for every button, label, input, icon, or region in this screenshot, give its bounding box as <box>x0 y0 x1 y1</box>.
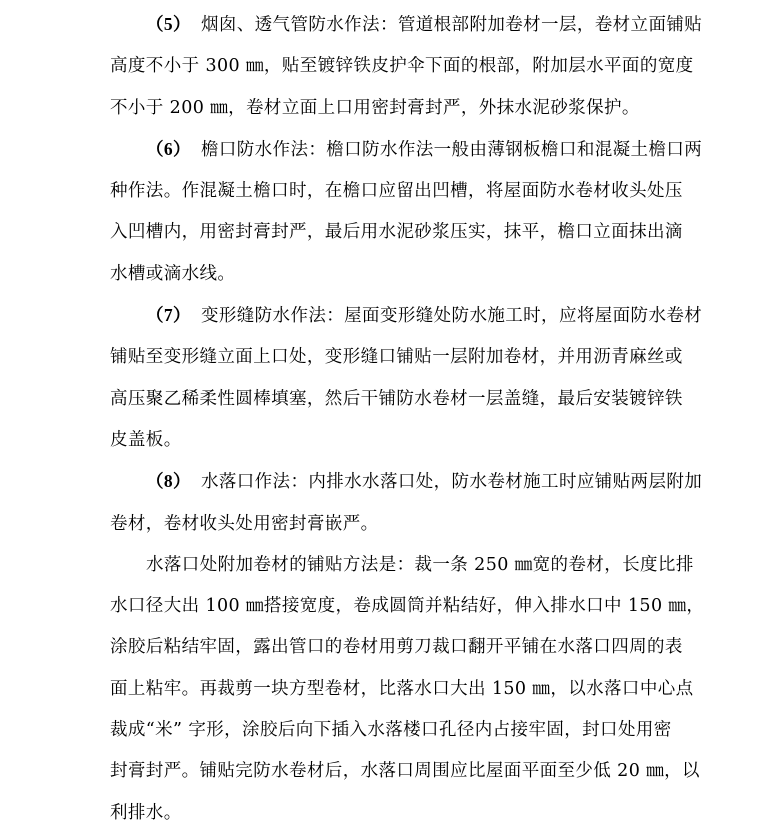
paragraph-line <box>110 129 722 171</box>
paragraph-line: 面上粘牢。再裁剪一块方型卷材，比落水口大出 150 ㎜，以水落口中心点 <box>110 678 694 699</box>
paragraph-5-chimney-vent-pipe <box>110 4 722 129</box>
paragraph-line: 水落口处附加卷材的铺贴方法是：裁一条 250 ㎜宽的卷材，长度比排 <box>146 554 694 575</box>
paragraph-line: 水口径大出 100 ㎜搭接宽度，卷成圆筒并粘结好，伸入排水口中 150 ㎜， <box>110 596 705 617</box>
item-number: （7） <box>146 305 191 326</box>
paragraph-line: 种作法。作混凝土檐口时，在檐口应留出凹槽，将屋面防水卷材收头处压 <box>110 181 683 202</box>
paragraph-drain-outlet-method <box>110 545 722 834</box>
paragraph-line: 入凹槽内，用密封膏封严，最后用水泥砂浆压实，抹平，檐口立面抹出滴 <box>110 222 683 243</box>
paragraph-line: 铺贴至变形缝立面上口处，变形缝口铺贴一层附加卷材，并用沥青麻丝或 <box>110 347 683 368</box>
paragraph-line <box>110 4 722 46</box>
paragraph-line <box>110 461 722 503</box>
paragraph-7-deformation-joint <box>110 295 722 461</box>
paragraph-line: 利排水。 <box>110 802 182 823</box>
item-number: （5） <box>146 14 191 34</box>
item-number: （8） <box>146 471 191 492</box>
paragraph-line: 皮盖板。 <box>110 429 182 450</box>
item-number: （6） <box>146 138 191 159</box>
paragraph-line: 涂胶后粘结牢固，露出管口的卷材用剪刀裁口翻开平铺在水落口四周的表 <box>110 637 683 658</box>
paragraph-line: 不小于 200 ㎜，卷材立面上口用密封膏封严，外抹水泥砂浆保护。 <box>110 97 640 118</box>
paragraph-line: 封膏封严。铺贴完防水卷材后，水落口周围应比屋面平面至少低 20 ㎜，以 <box>110 761 700 782</box>
paragraph-8-drain-outlet <box>110 461 722 545</box>
paragraph-line: 高度不小于 300 ㎜，贴至镀锌铁皮护伞下面的根部，附加层水平面的宽度 <box>110 56 694 77</box>
paragraph-line <box>110 295 722 337</box>
paragraph-6-eaves <box>110 129 722 295</box>
paragraph-line: 卷材，卷材收头处用密封膏嵌严。 <box>110 513 379 534</box>
paragraph-line: 水槽或滴水线。 <box>110 263 236 284</box>
paragraph-line: 高压聚乙稀柔性圆棒填塞，然后干铺防水卷材一层盖缝，最后安装镀锌铁 <box>110 388 683 409</box>
paragraph-line: 裁成“米” 字形，涂胶后向下插入水落楼口孔径内占接牢固，封口处用密 <box>110 720 672 741</box>
line-text: 烟囱、透气管防水作法：管道根部附加卷材一层，卷材立面铺贴 <box>200 15 703 35</box>
line-text: 水落口作法：内排水水落口处，防水卷材施工时应铺贴两层附加 <box>200 472 703 493</box>
line-text: 变形缝防水作法：屋面变形缝处防水施工时，应将屋面防水卷材 <box>200 306 703 327</box>
line-text: 檐口防水作法：檐口防水作法一般由薄钢板檐口和混凝土檐口两 <box>200 139 703 160</box>
